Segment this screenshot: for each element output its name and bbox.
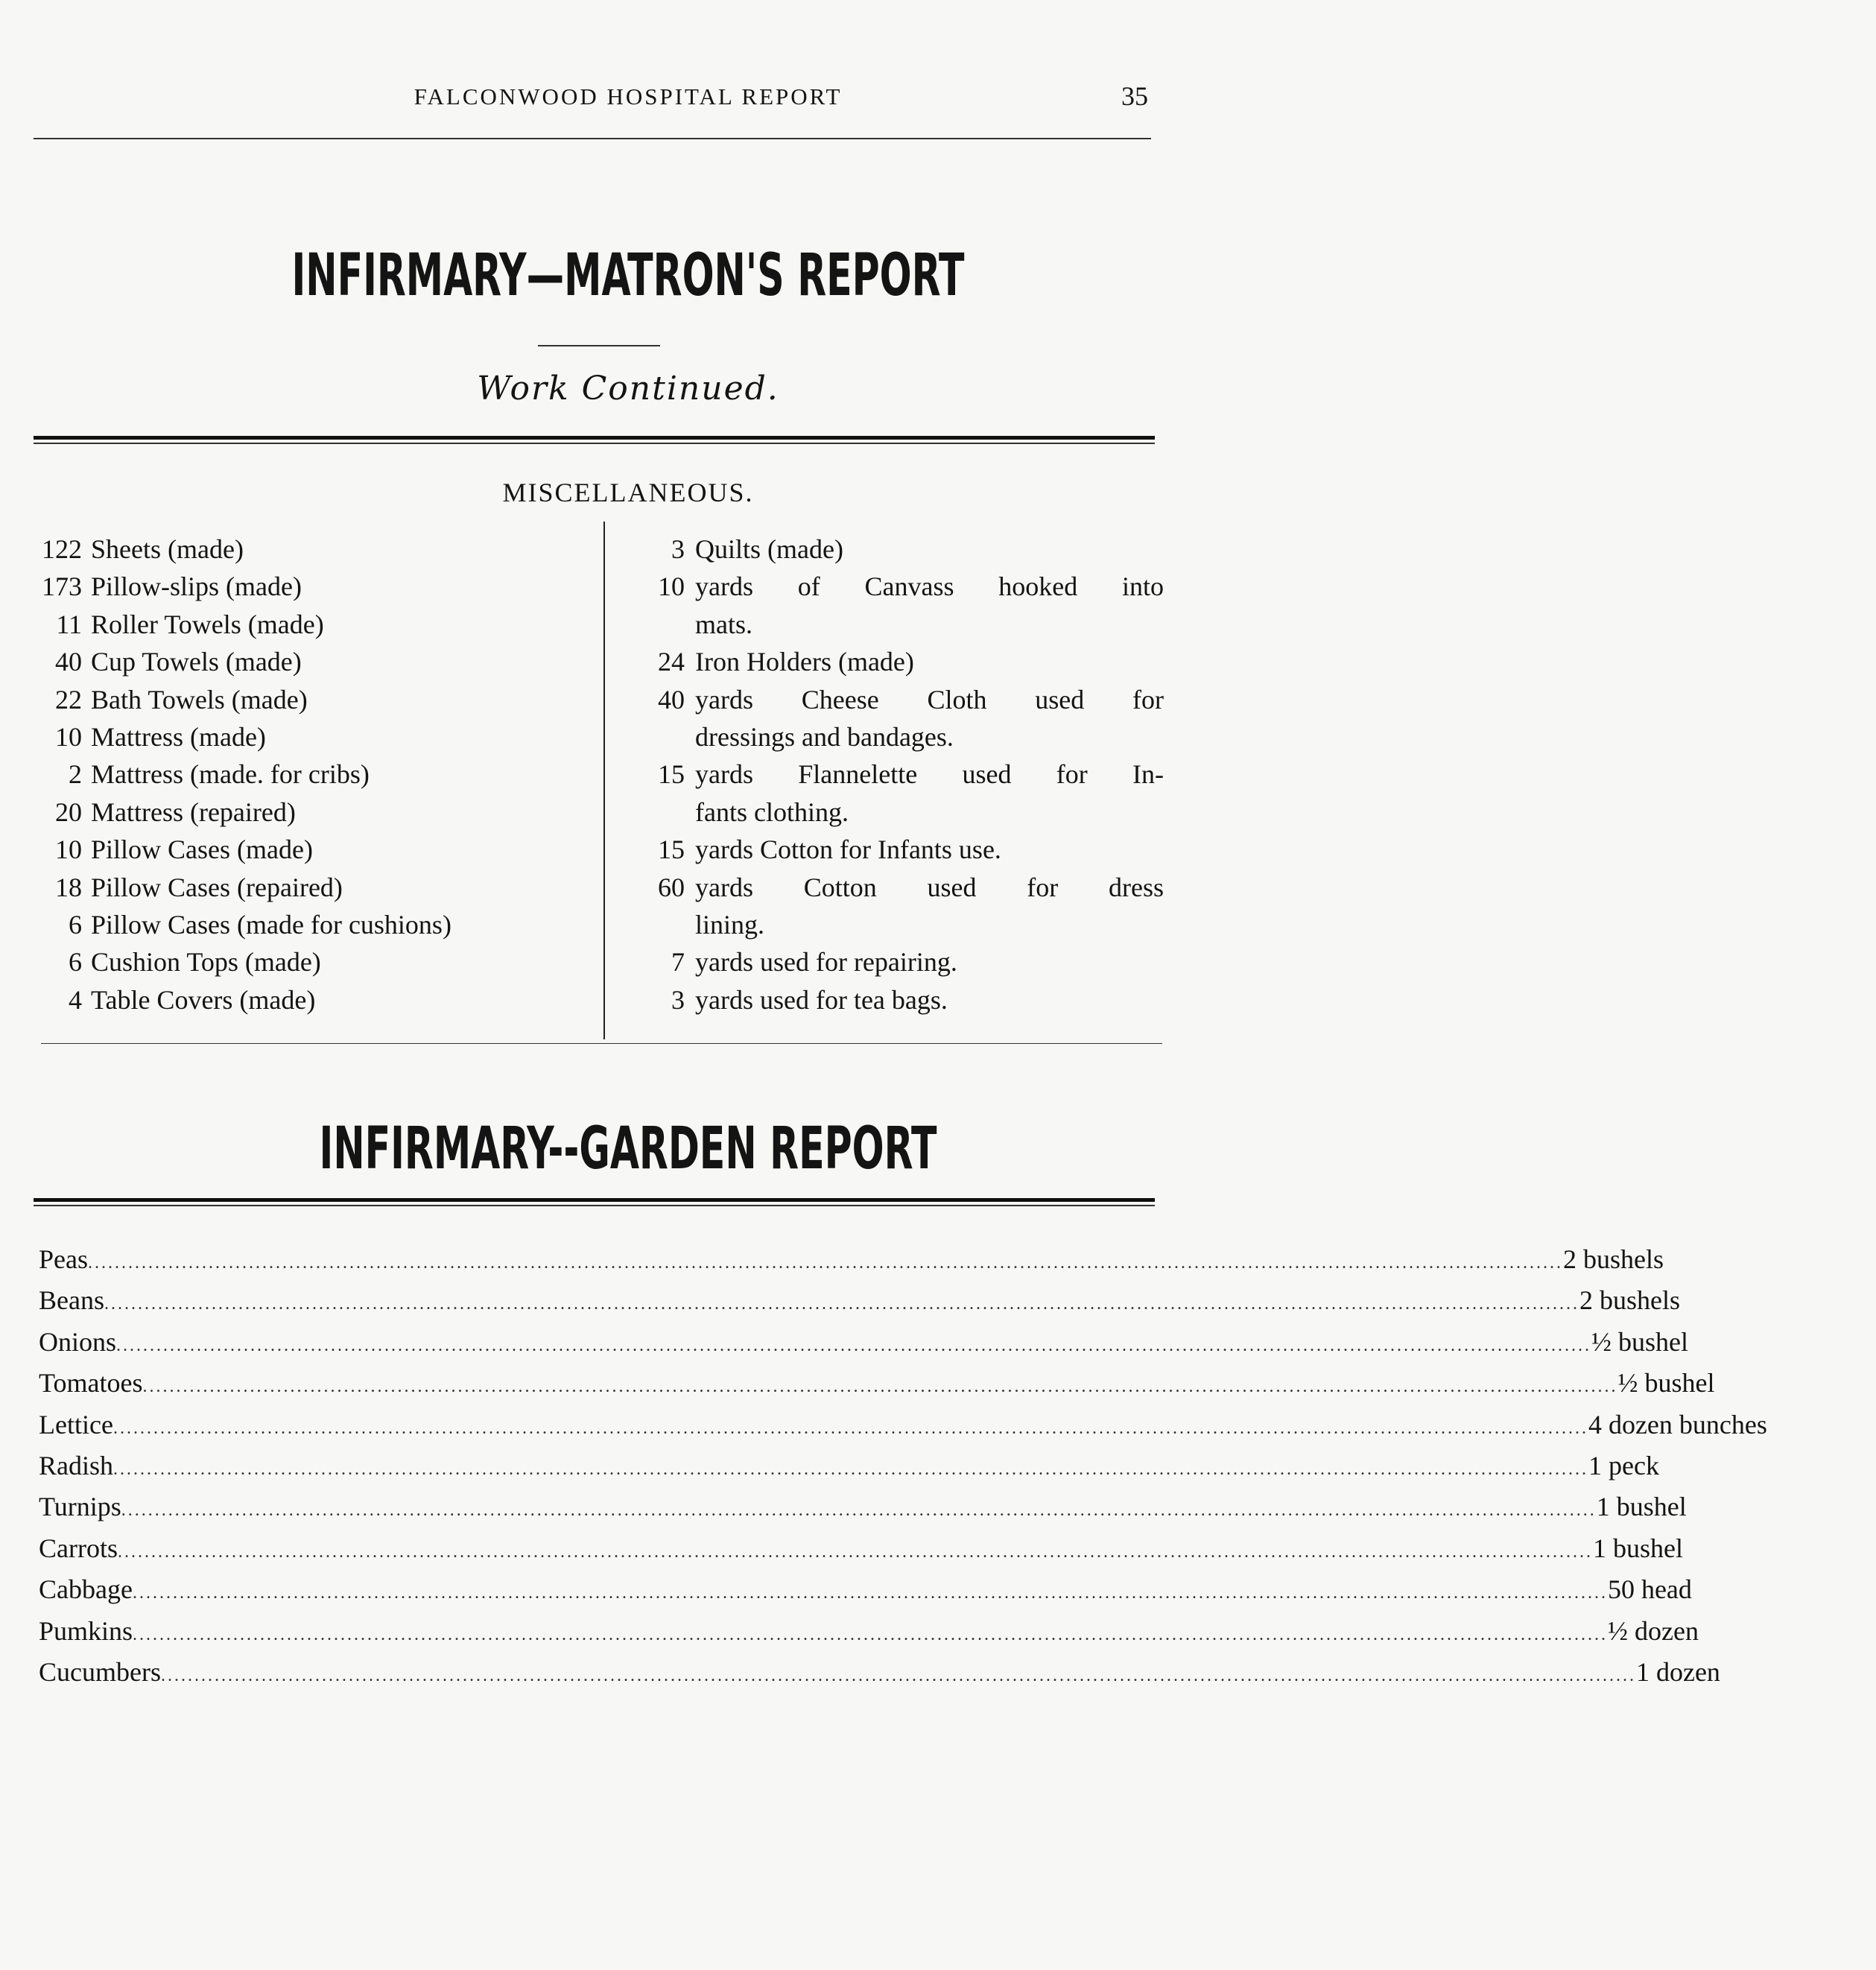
- section-divider-top: [34, 436, 1155, 444]
- garden-row: [39, 1364, 1715, 1405]
- running-head-title: FALCONWOOD HOSPITAL REPORT: [413, 83, 843, 110]
- item-quantity: 10: [658, 571, 685, 602]
- garden-item-amount: 1 bushel: [1596, 1492, 1687, 1522]
- item-description: Bath Towels (made): [91, 684, 308, 715]
- garden-divider: [34, 1198, 1155, 1206]
- garden-item-name: Tomatoes: [39, 1368, 143, 1399]
- garden-item-name: Onions: [39, 1326, 117, 1357]
- garden-item-name: Carrots: [39, 1533, 118, 1563]
- item-quantity: 40: [55, 647, 82, 677]
- garden-row: [39, 1323, 1689, 1364]
- garden-row: [39, 1530, 1683, 1571]
- item-description-continued: mats.: [695, 609, 752, 639]
- item-quantity: 24: [658, 647, 685, 677]
- item-description: Pillow Cases (made for cushions): [91, 910, 451, 940]
- garden-item-name: Turnips: [39, 1492, 121, 1522]
- list-item: [28, 718, 595, 756]
- item-quantity: 15: [658, 759, 685, 790]
- leader-dots: ............................................................................................................................................................................................................................: [160, 1666, 1636, 1686]
- garden-item-amount: 50 head: [1607, 1574, 1692, 1605]
- list-item: [642, 643, 1164, 680]
- garden-item-amount: ½ bushel: [1591, 1326, 1689, 1357]
- miscellaneous-right-list: [642, 530, 1164, 1019]
- garden-item-amount: 4 dozen bunches: [1588, 1409, 1767, 1440]
- list-item: [28, 681, 595, 718]
- list-item: [642, 756, 1164, 793]
- garden-row: [39, 1653, 1720, 1694]
- item-description-continued: lining.: [695, 910, 765, 940]
- list-item: [28, 756, 595, 793]
- garden-row: [39, 1612, 1699, 1653]
- list-item: [28, 943, 595, 981]
- page-number: 35: [1121, 81, 1148, 111]
- matron-report-subtitle: Work Continued.: [477, 370, 779, 408]
- garden-item-name: Cucumbers: [39, 1657, 161, 1688]
- garden-item-amount: ½ bushel: [1617, 1368, 1715, 1399]
- garden-item-name: Peas: [39, 1244, 88, 1274]
- item-quantity: 122: [42, 534, 82, 564]
- garden-report-title: INFIRMARY--GARDEN REPORT: [319, 1115, 937, 1182]
- garden-item-amount: 2 bushels: [1563, 1244, 1664, 1274]
- garden-report-list: [39, 1241, 1767, 1694]
- misc-bottom-rule: [41, 1043, 1162, 1044]
- item-description: Cushion Tops (made): [91, 947, 321, 978]
- item-description: yards Cotton for Infants use.: [695, 834, 1001, 865]
- garden-row: [39, 1571, 1692, 1612]
- list-item: [642, 981, 1164, 1019]
- item-description: Roller Towels (made): [91, 609, 324, 639]
- header-rule: [34, 138, 1151, 139]
- item-quantity: 60: [658, 872, 685, 902]
- leader-dots: ............................................................................................................................................................................................................................: [88, 1253, 1563, 1273]
- item-description: yards Cheese Cloth used for: [695, 684, 1164, 715]
- item-quantity: 10: [55, 834, 82, 865]
- garden-row: [39, 1488, 1687, 1529]
- garden-row: [39, 1241, 1664, 1282]
- list-item: [28, 869, 595, 906]
- item-quantity: 3: [671, 984, 685, 1015]
- matron-report-title: INFIRMARY—MATRON'S REPORT: [291, 242, 965, 309]
- item-quantity: 10: [55, 722, 82, 753]
- item-description-continued: dressings and bandages.: [695, 722, 954, 753]
- garden-row: [39, 1282, 1680, 1323]
- garden-item-amount: 2 bushels: [1579, 1285, 1680, 1316]
- item-description: Pillow Cases (repaired): [91, 872, 343, 902]
- list-item: [28, 530, 595, 568]
- list-item: [28, 643, 595, 680]
- item-quantity: 2: [69, 759, 82, 790]
- list-item: [28, 906, 595, 943]
- leader-dots: ............................................................................................................................................................................................................................: [132, 1583, 1608, 1603]
- leader-dots: ............................................................................................................................................................................................................................: [113, 1460, 1589, 1480]
- leader-dots: ............................................................................................................................................................................................................................: [117, 1542, 1593, 1562]
- garden-item-name: Beans: [39, 1285, 104, 1316]
- item-description: Quilts (made): [695, 534, 843, 564]
- list-item: [642, 568, 1164, 605]
- item-description: yards Cotton used for dress: [695, 872, 1164, 902]
- item-quantity: 11: [56, 609, 82, 639]
- list-item: [642, 530, 1164, 568]
- item-description: yards of Canvass hooked into: [695, 571, 1164, 602]
- title-underline: [538, 345, 660, 346]
- item-quantity: 22: [55, 684, 82, 715]
- list-item: [642, 831, 1164, 868]
- garden-row: [39, 1447, 1659, 1488]
- leader-dots: ............................................................................................................................................................................................................................: [142, 1377, 1618, 1397]
- garden-item-name: Cabbage: [39, 1574, 133, 1605]
- item-description: Mattress (made. for cribs): [91, 759, 370, 790]
- list-item: [28, 831, 595, 868]
- leader-dots: ............................................................................................................................................................................................................................: [133, 1624, 1609, 1644]
- miscellaneous-left-list: [28, 530, 595, 1019]
- garden-item-name: Lettice: [39, 1409, 113, 1440]
- item-quantity: 20: [55, 796, 82, 827]
- item-quantity: 4: [69, 984, 82, 1015]
- item-quantity: 18: [55, 872, 82, 902]
- list-item: [28, 606, 595, 643]
- item-description: Cup Towels (made): [91, 647, 302, 677]
- item-description: Pillow Cases (made): [91, 834, 313, 865]
- list-item: [642, 681, 1164, 718]
- leader-dots: ............................................................................................................................................................................................................................: [116, 1335, 1592, 1355]
- garden-item-amount: 1 bushel: [1592, 1533, 1683, 1563]
- item-description: Pillow-slips (made): [91, 571, 302, 602]
- item-description: yards used for repairing.: [695, 947, 957, 978]
- garden-item-amount: ½ dozen: [1608, 1615, 1699, 1646]
- item-quantity: 173: [42, 571, 82, 602]
- garden-item-amount: 1 dozen: [1635, 1657, 1720, 1688]
- list-item: [642, 869, 1164, 906]
- item-description: Mattress (repaired): [91, 796, 296, 827]
- item-description: Iron Holders (made): [695, 647, 914, 677]
- leader-dots: ............................................................................................................................................................................................................................: [113, 1418, 1588, 1438]
- list-item: [28, 981, 595, 1019]
- garden-row: [39, 1406, 1767, 1447]
- miscellaneous-label: MISCELLANEOUS.: [502, 478, 754, 507]
- garden-item-name: Pumkins: [39, 1615, 133, 1646]
- item-quantity: 7: [671, 947, 685, 978]
- item-quantity: 6: [69, 910, 82, 940]
- item-description: Table Covers (made): [91, 984, 316, 1015]
- list-item: [28, 568, 595, 605]
- item-description: yards Flannelette used for In-: [695, 759, 1164, 790]
- list-item: [28, 794, 595, 831]
- item-quantity: 15: [658, 834, 685, 865]
- item-description: Mattress (made): [91, 722, 266, 753]
- item-description: Sheets (made): [91, 534, 244, 564]
- garden-item-name: Radish: [39, 1451, 114, 1481]
- list-item: [642, 943, 1164, 981]
- item-description: yards used for tea bags.: [695, 984, 948, 1015]
- item-quantity: 40: [658, 684, 685, 715]
- leader-dots: ............................................................................................................................................................................................................................: [121, 1501, 1597, 1521]
- item-quantity: 3: [671, 534, 685, 564]
- item-quantity: 6: [69, 947, 82, 978]
- item-description-continued: fants clothing.: [695, 796, 849, 827]
- column-divider: [603, 522, 605, 1039]
- leader-dots: ............................................................................................................................................................................................................................: [104, 1294, 1579, 1314]
- garden-item-amount: 1 peck: [1588, 1451, 1659, 1481]
